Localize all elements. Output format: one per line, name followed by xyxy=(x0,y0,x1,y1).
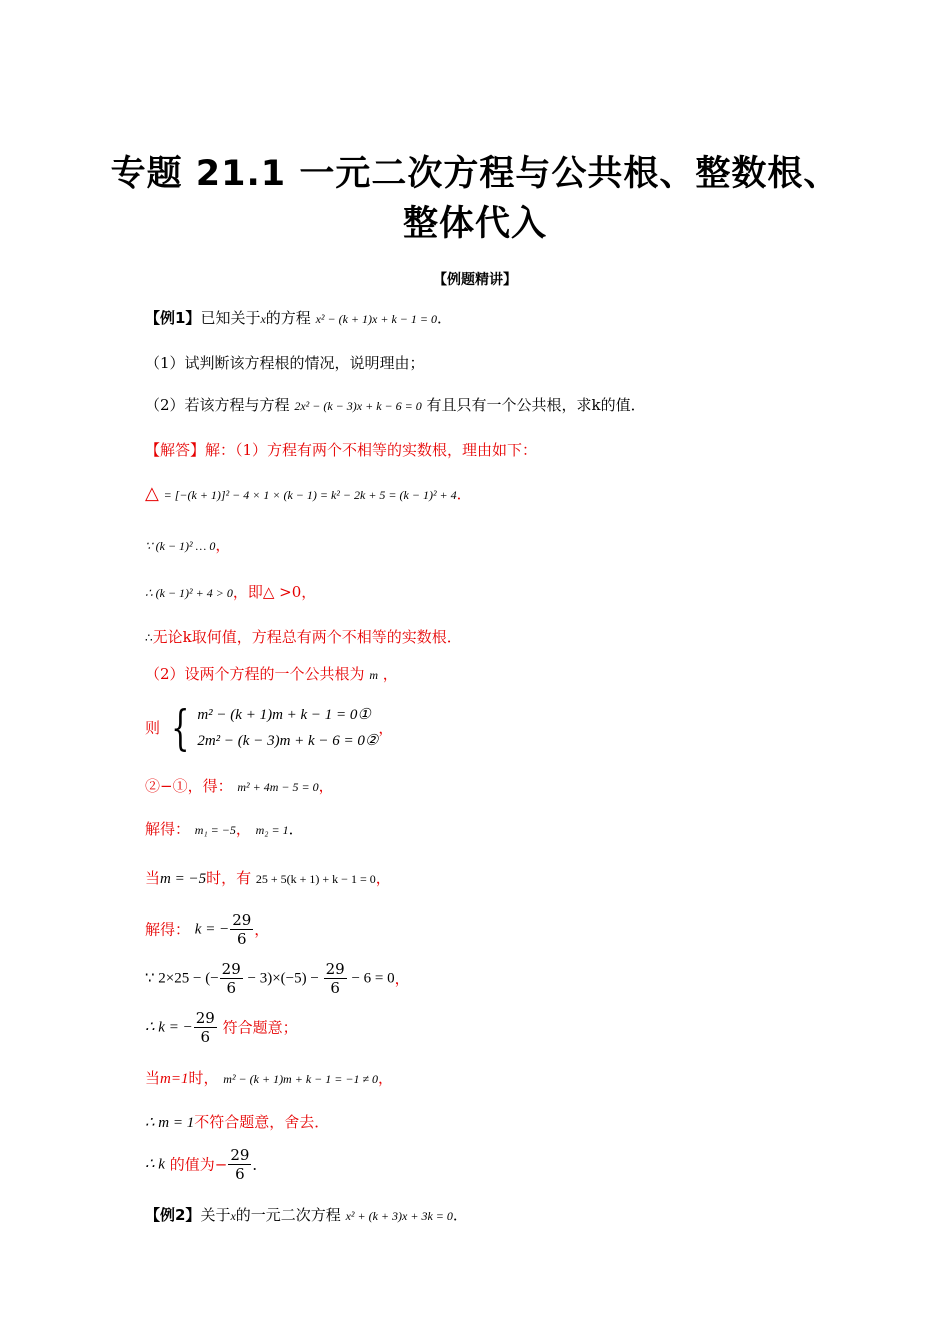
subtraction-label: ②−①，得： xyxy=(145,777,233,795)
equation-system xyxy=(165,702,379,754)
fraction-29-6-e xyxy=(228,1146,251,1183)
fraction-29-6-a xyxy=(230,911,253,948)
conclusion-text: 无论k取何值，方程总有两个不相等的实数根． xyxy=(152,628,462,646)
delta-end: ． xyxy=(456,485,472,503)
solve-k-comma: ， xyxy=(254,920,270,939)
therefore-line-1 xyxy=(145,582,316,603)
conclusion-line-1 xyxy=(145,627,462,648)
final-prefix: ∴ k xyxy=(145,1156,165,1173)
m1-value: m₁ = −5 xyxy=(194,823,236,837)
case1-mid: 时，有 xyxy=(206,869,252,887)
q2-prefix: （2）若该方程与方程 xyxy=(145,396,290,414)
m2-value: m₂ = 1 xyxy=(255,823,289,837)
fraction-denominator: 6 xyxy=(236,930,247,948)
example2-equation: x² + (k + 3)x + 3k = 0 xyxy=(345,1209,453,1223)
part2-header: （2）设两个方程的一个公共根为 xyxy=(145,665,365,683)
q2-suffix: 有且只有一个公共根，求k的值． xyxy=(426,396,646,414)
delta-expression: = [−(k + 1)]² − 4 × 1 × (k − 1) = k² − 2k + 5 = (k − 1)² + 4 xyxy=(163,488,457,502)
solve-k-label: 解得： xyxy=(145,920,191,939)
example1-question2 xyxy=(145,395,646,416)
verify-middle: − 3)×(−5) − xyxy=(243,970,323,987)
system-comma: ， xyxy=(378,719,394,737)
because-line-1 xyxy=(145,535,230,556)
case2-pre: 当 xyxy=(145,1069,161,1087)
fraction-29-6-b xyxy=(220,960,243,997)
fraction-numerator: 29 xyxy=(195,1009,215,1027)
fraction-numerator: 29 xyxy=(230,1146,250,1164)
q2-equation: 2x² − (k − 3)x + k − 6 = 0 xyxy=(294,399,422,413)
example1-intro: 已知关于 xyxy=(200,309,261,327)
case2-m: m=1 xyxy=(160,1071,189,1087)
solve-m-line xyxy=(145,819,304,840)
case1-m: m = −5 xyxy=(160,871,207,887)
system-equation-1: m² − (k + 1)m + k − 1 = 0① xyxy=(197,707,371,723)
page-title-line2: 整体代入 xyxy=(402,204,547,244)
example1-equation: x² − (k + 1)x + k − 1 = 0 xyxy=(315,312,437,326)
example2-statement xyxy=(145,1205,468,1226)
subtraction-comma: ， xyxy=(318,777,334,795)
m1-comma: ， xyxy=(235,820,251,838)
case1-line xyxy=(145,868,391,889)
part2-header-line xyxy=(145,664,398,685)
fraction-denominator: 6 xyxy=(200,1028,211,1046)
final-answer-line xyxy=(145,1146,267,1183)
final-middle: 的值为− xyxy=(169,1155,228,1174)
example1-end: ． xyxy=(436,309,452,327)
because-expression-1: ∵ (k − 1)² … 0 xyxy=(145,539,216,553)
example2-end: ． xyxy=(452,1206,468,1224)
therefore-expression-1: ∴ (k − 1)² + 4 > 0 xyxy=(145,586,233,600)
solve-k-line xyxy=(145,911,269,948)
case1-pre: 当 xyxy=(145,869,161,887)
fraction-numerator: 29 xyxy=(232,911,252,929)
fraction-denominator: 6 xyxy=(235,1165,245,1183)
example1-statement xyxy=(145,308,452,329)
left-brace: { xyxy=(170,700,190,756)
example2-var: x xyxy=(230,1209,236,1223)
m2-period: ． xyxy=(288,820,304,838)
example1-label: 【例1】 xyxy=(145,309,201,327)
verify-prefix: ∵ 2×25 − (− xyxy=(145,970,219,987)
subtraction-line xyxy=(145,776,334,797)
subtraction-equation: m² + 4m − 5 = 0 xyxy=(237,780,319,794)
example2-label: 【例2】 xyxy=(145,1206,201,1224)
delta-line xyxy=(145,484,472,505)
delta-symbol: △ xyxy=(145,483,159,504)
because-comma-1: ， xyxy=(215,536,231,554)
k-equals: k = − xyxy=(194,921,230,938)
fraction-numerator: 29 xyxy=(221,960,241,978)
final-end: ． xyxy=(252,1155,268,1174)
solution-header: 【解答】解：（1）方程有两个不相等的实数根，理由如下： xyxy=(145,441,538,459)
therefore-k-prefix: ∴ k = − xyxy=(145,1019,193,1036)
system-equation-2: 2m² − (k − 3)m + k − 6 = 0② xyxy=(197,733,379,749)
part2-var: m xyxy=(369,668,378,682)
therefore-tail-1: ，即△ >0， xyxy=(232,583,317,601)
equation-system-line xyxy=(145,702,393,754)
example2-intro2: 的一元二次方程 xyxy=(235,1206,341,1224)
fraction-denominator: 6 xyxy=(226,979,236,997)
then-label: 则 xyxy=(145,719,161,737)
solve-m-label: 解得： xyxy=(145,820,191,838)
verify-suffix: − 6 = 0 xyxy=(347,970,395,987)
case1-equation: 25 + 5(k + 1) + k − 1 = 0 xyxy=(255,872,376,886)
page-title-line1: 专题 21.1 一元二次方程与公共根、整数根、 xyxy=(110,154,840,194)
therefore-m-prefix: ∴ m = 1 xyxy=(145,1115,195,1131)
example1-intro2: 的方程 xyxy=(265,309,311,327)
system-rows xyxy=(197,702,378,754)
verify-line xyxy=(145,960,410,997)
case2-mid: 时， xyxy=(188,1069,219,1087)
example1-var: x xyxy=(260,312,266,326)
therefore-m-tail: 不符合题意，舍去． xyxy=(194,1113,330,1131)
case1-comma: ， xyxy=(375,869,391,887)
verify-comma: ， xyxy=(394,969,410,988)
therefore-line-2 xyxy=(145,1009,298,1046)
example1-question1: （1）试判断该方程根的情况，说明理由； xyxy=(145,354,425,372)
fraction-denominator: 6 xyxy=(330,979,340,997)
section-heading: 【例题精讲】 xyxy=(433,272,517,288)
conclusion-symbol: ∴ xyxy=(145,631,153,645)
case2-line xyxy=(145,1068,393,1089)
case2-comma: ， xyxy=(378,1069,394,1087)
therefore-line-3 xyxy=(145,1112,329,1133)
fraction-29-6-d xyxy=(194,1009,217,1046)
example2-intro: 关于 xyxy=(200,1206,231,1224)
therefore-k-tail: 符合题意； xyxy=(222,1018,298,1037)
fraction-numerator: 29 xyxy=(325,960,345,978)
case2-equation: m² − (k + 1)m + k − 1 = −1 ≠ 0 xyxy=(223,1072,379,1086)
fraction-29-6-c xyxy=(324,960,347,997)
part2-tail: ， xyxy=(382,665,398,683)
